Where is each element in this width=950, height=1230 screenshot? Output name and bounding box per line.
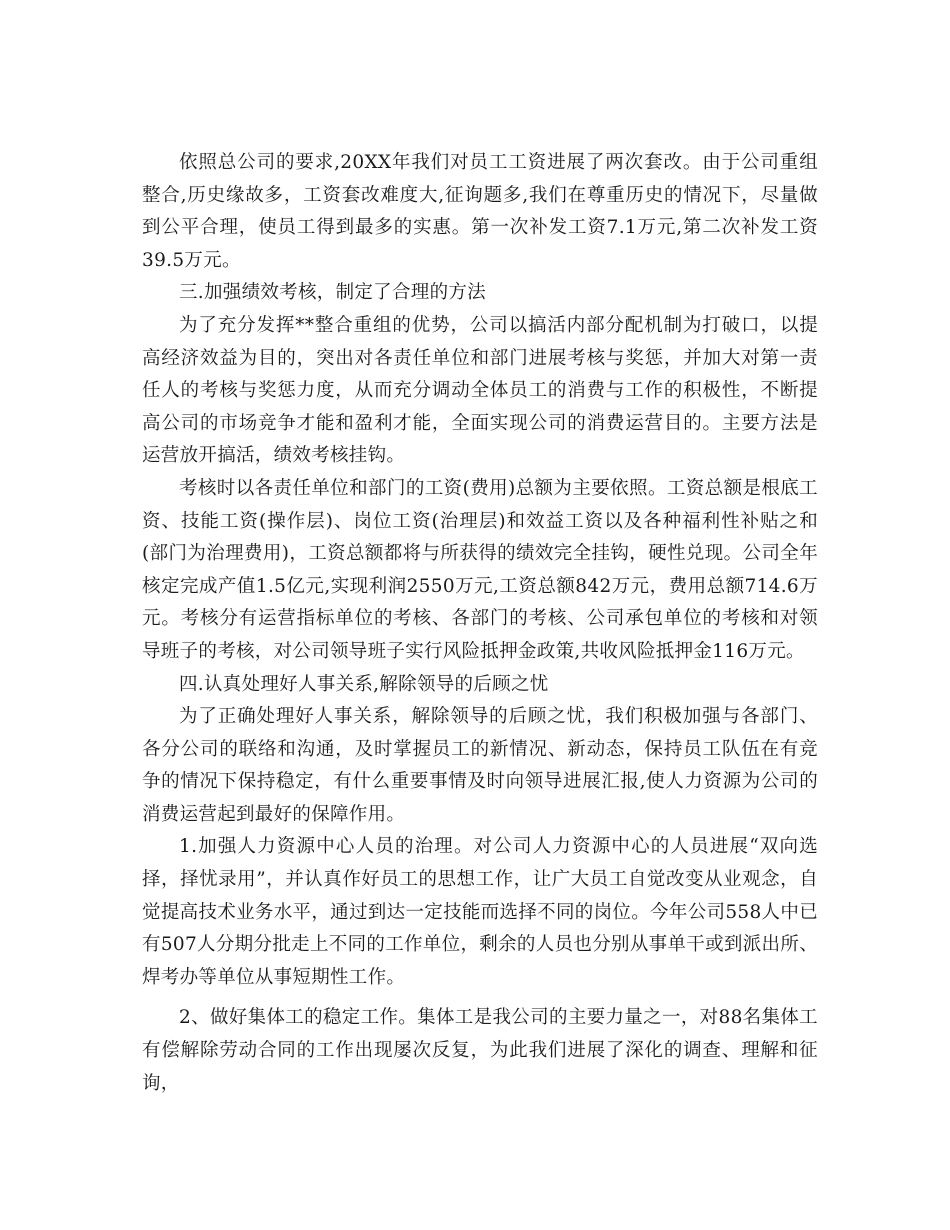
paragraph-performance-intro: 为了充分发挥**整合重组的优势，公司以搞活内部分配机制为打破口，以提高经济效益为目的，突出对各责任单位和部门进展考核与奖惩，并加大对第一责任人的考核与奖惩力度，从而充分调动全体员工的消费与工作的积极性，不断提高公司的市场竞争才能和盈利才能，全面实现公司的消费运营目的。主要方法是运营放开搞活，绩效考核挂钩。 [142,314,818,467]
paragraph-salary-reform: 依照总公司的要求,20XX年我们对员工工资进展了两次套改。由于公司重组整合,历史缘故多，工资套改难度大,征询题多,我们在尊重历史的情况下，尽量做到公平合理，使员工得到最多的实惠。第一次补发工资7.1万元,第二次补发工资39.5万元。 [142,152,818,271]
document-page [142,147,818,1100]
paragraph-personnel-relations: 为了正确处理好人事关系，解除领导的后顾之忧，我们积极加强与各部门、各分公司的联络和沟通，及时掌握员工的新情况、新动态，保持员工队伍在有竞争的情况下保持稳定，有什么重要事情及时向领导进展汇报,使人力资源为公司的消费运营起到最好的保障作用。 [142,706,818,825]
section-heading-3: 三.加强绩效考核，制定了合理的方法 [179,282,486,304]
paragraph-assessment-basis: 考核时以各责任单位和部门的工资(费用)总额为主要依照。工资总额是根底工资、技能工资(操作层)、岗位工资(治理层)和效益工资以及各种福利性补贴之和(部门为治理费用)，工资总额都将与所获得的绩效完全挂钩，硬性兑现。公司全年核定完成产值1.5亿元,实现利润2550万元,工资总额842万元，费用总额714.6万元。考核分有运营指标单位的考核、各部门的考核、公司承包单位的考核和对领导班子的考核，对公司领导班子实行风险抵押金政策,共收风险抵押金116万元。 [142,477,818,662]
paragraph-item-1: 1.加强人力资源中心人员的治理。对公司人力资源中心的人员进展“双向选择，择忧录用”，并认真作好员工的思想工作，让广大员工自觉改变从业观念，自觉提高技术业务水平，通过到达一定技能而选择不同的岗位。今年公司558人中已有507人分期分批走上不同的工作单位，剩余的人员也分别从事单干或到派出所、焊考办等单位从事短期性工作。 [142,836,818,988]
paragraph-item-2: 2、做好集体工的稳定工作。集体工是我公司的主要力量之一，对88名集体工有偿解除劳动合同的工作出现屡次反复，为此我们进展了深化的调查、理解和征询， [142,1007,818,1094]
section-heading-4: 四.认真处理好人事关系,解除领导的后顾之忧 [179,673,549,695]
